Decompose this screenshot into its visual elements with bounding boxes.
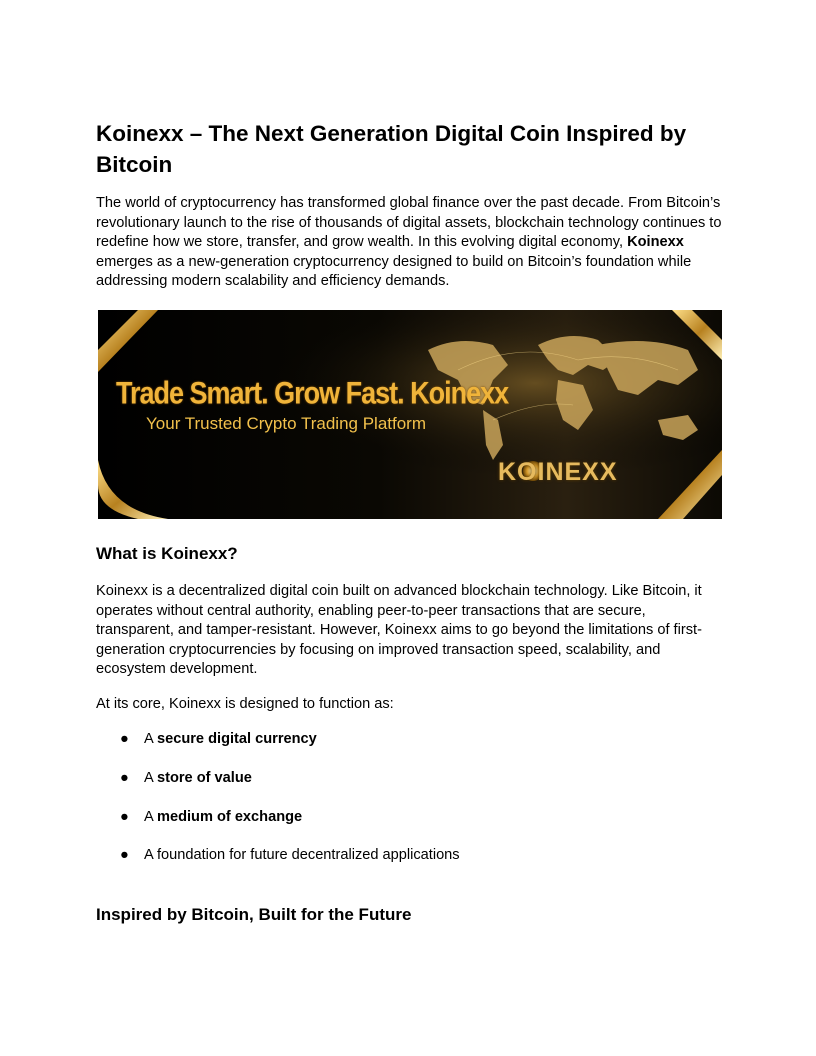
page-title: Koinexx – The Next Generation Digital Coin Inspired by Bitcoin [96,121,687,177]
what-is-paragraph: Koinexx is a decentralized digital coin built on advanced blockchain technology. Like Bitcoin, it operates without central authority, enabling peer-to-peer transactions that are secure, transparent, and tamper-resistant. However, Koinexx aims to go beyond the limitations of first-generation cryptocurrencies by focusing on improved transaction speed, scalability, and ecosystem development. [96,583,702,677]
section-heading-what-is-koinexx: What is Koinexx? [96,544,238,563]
list-item-prefix: A [144,769,157,786]
bullet-icon: ● [120,808,129,825]
koinexx-banner-image [98,310,722,519]
core-intro-paragraph: At its core, Koinexx is designed to function as: [96,696,394,712]
function-list [96,730,722,885]
intro-text-2: emerges as a new-generation cryptocurrency designed to build on Bitcoin’s foundation while addressing modern scalability and efficiency demands. [96,253,692,289]
list-item-bold: secure digital currency [156,731,317,747]
list-item-bold: medium of exchange [156,808,303,825]
intro-text-1: The world of cryptocurrency has transformed global finance over the past decade. From Bitcoin’s revolutionary launch to the rise of thousands of digital assets, blockchain technology continues to redefine how we store, transfer, and grow wealth. In this evolving digital economy, [96,195,722,250]
bullet-icon: ● [120,847,129,864]
list-item [96,730,722,769]
list-item-prefix: A foundation for future decentralized applications [144,847,460,864]
list-item-prefix: A [144,808,157,825]
list-item [96,846,722,885]
list-item-bold: store of value [156,769,252,786]
list-item-prefix: A [144,731,157,747]
banner-headline: Trade Smart. Grow Fast. Koinexx [116,376,509,411]
banner-tagline: Your Trusted Crypto Trading Platform [146,414,427,433]
bullet-icon: ● [120,769,129,786]
intro-paragraph [96,194,722,292]
koinexx-logo: KOINEXX [498,458,618,486]
list-item [96,769,722,808]
section-heading-inspired-by-bitcoin: Inspired by Bitcoin, Built for the Future [96,905,412,924]
list-item [96,808,722,847]
intro-bold-brand: Koinexx [627,234,684,250]
bullet-icon: ● [120,731,129,747]
